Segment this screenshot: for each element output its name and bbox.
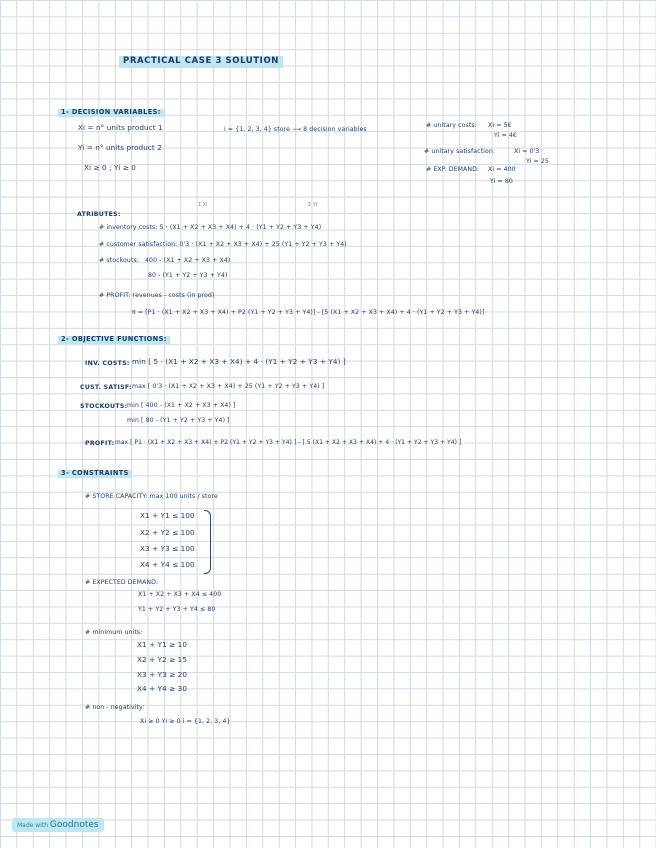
demand-constraint-1: X1 + X2 + X3 + X4 ≤ 400 (138, 591, 222, 598)
stockouts-product2: 80 - (Y1 + Y2 + Y3 + Y4) (148, 272, 228, 279)
unitary-costs-x: Xi = 5€ (488, 122, 512, 129)
stockouts-objective-2: min [ 80 - (Y1 + Y2 + Y3 + Y4) ] (127, 417, 230, 424)
profit-formula: π = [P1 · (X1 + X2 + X3 + X4) + P2 (Y1 + Y2 + Y3 + Y4)] - [5 (X1 + X2 + X3 + X4) + 4 · (Y1 + Y2 + Y3 + Y4)] (132, 309, 485, 316)
nonnegativity-constraint: Xi ≥ 0 Yi ≥ 0 i = {1, 2, 3, 4} (140, 718, 231, 725)
unitary-costs-y: Yi = 4€ (494, 132, 517, 139)
unitary-satisfaction-x: Xi = 0'3 (514, 148, 540, 155)
stockouts-label: # stockouts: (99, 257, 139, 264)
section-decision-variables-heading: 1- DECISION VARIABLES: (58, 109, 164, 117)
store-capacity-label: # STORE CAPACITY: max 100 units / store (85, 493, 218, 500)
expected-demand-x: Xi = 400 (488, 166, 516, 173)
unitary-satisfaction-label: # unitary satisfaction: (424, 148, 496, 155)
made-with-text: Made with (17, 822, 48, 829)
sum-y-note: Σ Yi (308, 202, 318, 208)
unitary-satisfaction-y: Yi = 25 (526, 158, 549, 165)
profit-objective-label: PROFIT: (85, 440, 115, 447)
goodnotes-logo-text: Goodnotes (49, 820, 99, 830)
expected-demand-constraint-label: # EXPECTED DEMAND: (85, 579, 159, 586)
customer-satisfaction-objective-label: CUST. SATISF: (80, 384, 132, 391)
minimum-constraint-4: X4 + Y4 ≥ 30 (137, 684, 187, 693)
profit-label: # PROFIT: revenues - costs (in prod) (99, 292, 215, 299)
nonnegativity-constraint-label: # non - negativity: (85, 704, 145, 711)
sum-x-note: Σ Xi (198, 202, 208, 208)
variable-x-definition: Xi = n° units product 1 (78, 123, 163, 132)
customer-satisfaction-objective: max [ 0'3 · (X1 + X2 + X3 + X4) + 25 (Y1 + Y2 + Y3 + Y4) ] (132, 383, 325, 390)
minimum-units-label: # minimum units: (85, 629, 143, 636)
unitary-costs-label: # unitary costs: (426, 122, 477, 129)
stockouts-objective-label: STOCKOUTS: (80, 403, 128, 410)
stockouts-product1: 400 - (X1 + X2 + X3 + X4) (145, 257, 231, 264)
capacity-constraint-3: X3 + Y3 ≤ 100 (140, 544, 195, 553)
capacity-constraint-1: X1 + Y1 ≤ 100 (140, 511, 195, 520)
inventory-costs-objective-label: INV. COSTS: (85, 360, 130, 367)
inventory-costs-attribute: # inventory costs: 5 · (X1 + X2 + X3 + X4) + 4 · (Y1 + Y2 + Y3 + Y4) (99, 224, 322, 231)
minimum-constraint-3: X3 + Y3 ≥ 20 (137, 670, 187, 679)
section-constraints-heading: 3- CONSTRAINTS (58, 470, 132, 478)
stockouts-objective-1: min [ 400 - (X1 + X2 + X3 + X4) ] (127, 402, 236, 409)
attributes-label: ATRIBUTES: (77, 211, 121, 218)
minimum-constraint-2: X2 + Y2 ≥ 15 (137, 655, 187, 664)
page-title: PRACTICAL CASE 3 SOLUTION (119, 56, 283, 68)
capacity-constraint-4: X4 + Y4 ≤ 100 (140, 560, 195, 569)
index-definition: i = {1, 2, 3, 4} store ⟶ 8 decision variables (224, 126, 367, 133)
inventory-costs-objective: min [ 5 · (X1 + X2 + X3 + X4) + 4 · (Y1 + Y2 + Y3 + Y4) ] (132, 357, 346, 366)
expected-demand-label: # EXP. DEMAND: (426, 166, 480, 173)
profit-objective: max [ P1 · (X1 + X2 + X3 + X4) + P2 (Y1 + Y2 + Y3 + Y4) ] - [ 5 (X1 + X2 + X3 + X4) + 4 · (Y1 + Y2 + Y3 + Y4) ] (115, 440, 462, 446)
variable-y-definition: Yi = n° units product 2 (78, 143, 162, 152)
demand-constraint-2: Y1 + Y2 + Y3 + Y4 ≤ 80 (138, 606, 216, 613)
nonnegativity-definition: Xi ≥ 0 ; Yi ≥ 0 (84, 163, 136, 172)
minimum-constraint-1: X1 + Y1 ≥ 10 (137, 640, 187, 649)
capacity-brace (204, 510, 211, 574)
made-with-badge[interactable] (12, 818, 104, 832)
section-objective-functions-heading: 2- OBJECTIVE FUNCTIONS: (58, 336, 170, 344)
customer-satisfaction-attribute: # customer satisfaction: 0'3 · (X1 + X2 + X3 + X4) + 25 (Y1 + Y2 + Y3 + Y4) (99, 241, 347, 248)
expected-demand-y: Yi = 80 (490, 178, 513, 185)
capacity-constraint-2: X2 + Y2 ≤ 100 (140, 528, 195, 537)
